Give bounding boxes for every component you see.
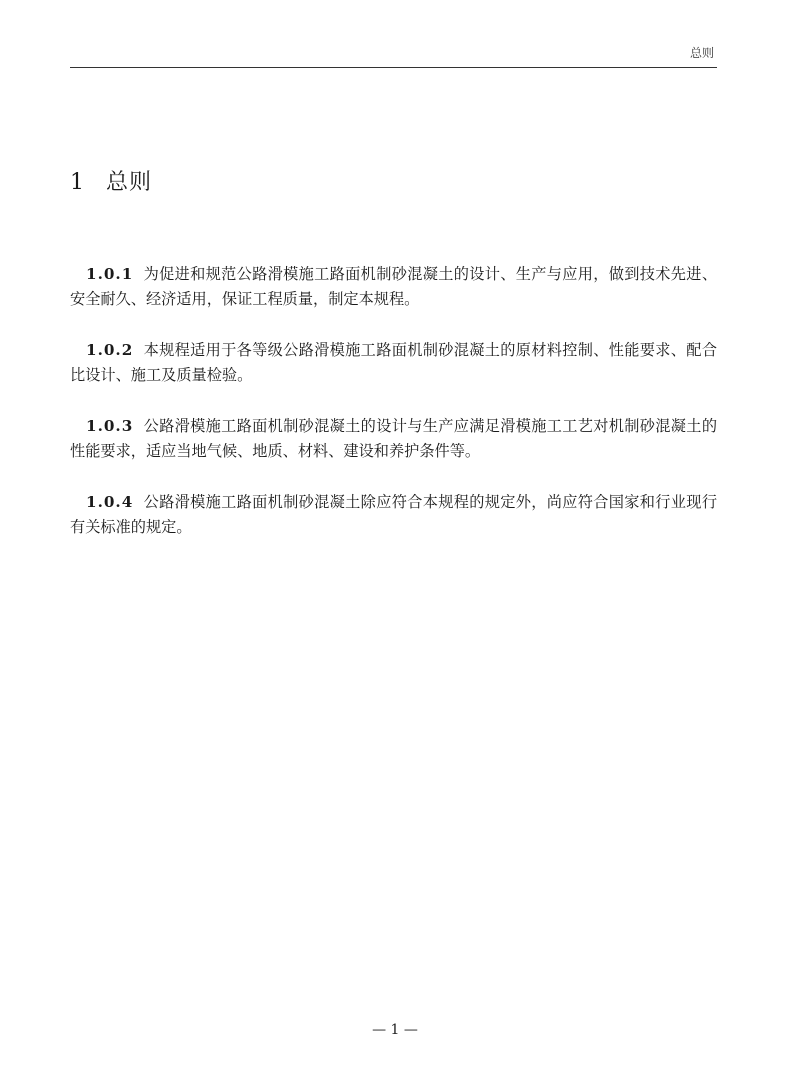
chapter-title [70,165,152,196]
clause-number: 1.0.4 [86,493,134,511]
clause-1-0-2 [70,338,717,388]
clause-1-0-1 [70,262,717,312]
clause-text: 为促进和规范公路滑模施工路面机制砂混凝土的设计、生产与应用，做到技术先进、安全耐久、经济适用，保证工程质量，制定本规程。 [70,265,717,308]
header-rule [70,67,717,68]
running-head: 总则 [689,46,714,60]
clause-text: 公路滑模施工路面机制砂混凝土的设计与生产应满足滑模施工工艺对机制砂混凝土的性能要求，适应当地气候、地质、材料、建设和养护条件等。 [70,417,717,460]
clause-list [70,262,717,566]
chapter-number: 1 [70,170,85,195]
chapter-title-text: 总则 [106,170,153,195]
clause-1-0-4 [70,490,717,540]
clause-1-0-3 [70,414,717,464]
clause-text: 本规程适用于各等级公路滑模施工路面机制砂混凝土的原材料控制、性能要求、配合比设计、施工及质量检验。 [70,341,717,384]
page-number: — 1 — [372,1022,418,1038]
clause-number: 1.0.1 [86,265,134,283]
clause-number: 1.0.2 [86,341,134,359]
clause-text: 公路滑模施工路面机制砂混凝土除应符合本规程的规定外，尚应符合国家和行业现行有关标准的规定。 [70,493,717,536]
clause-number: 1.0.3 [86,417,134,435]
